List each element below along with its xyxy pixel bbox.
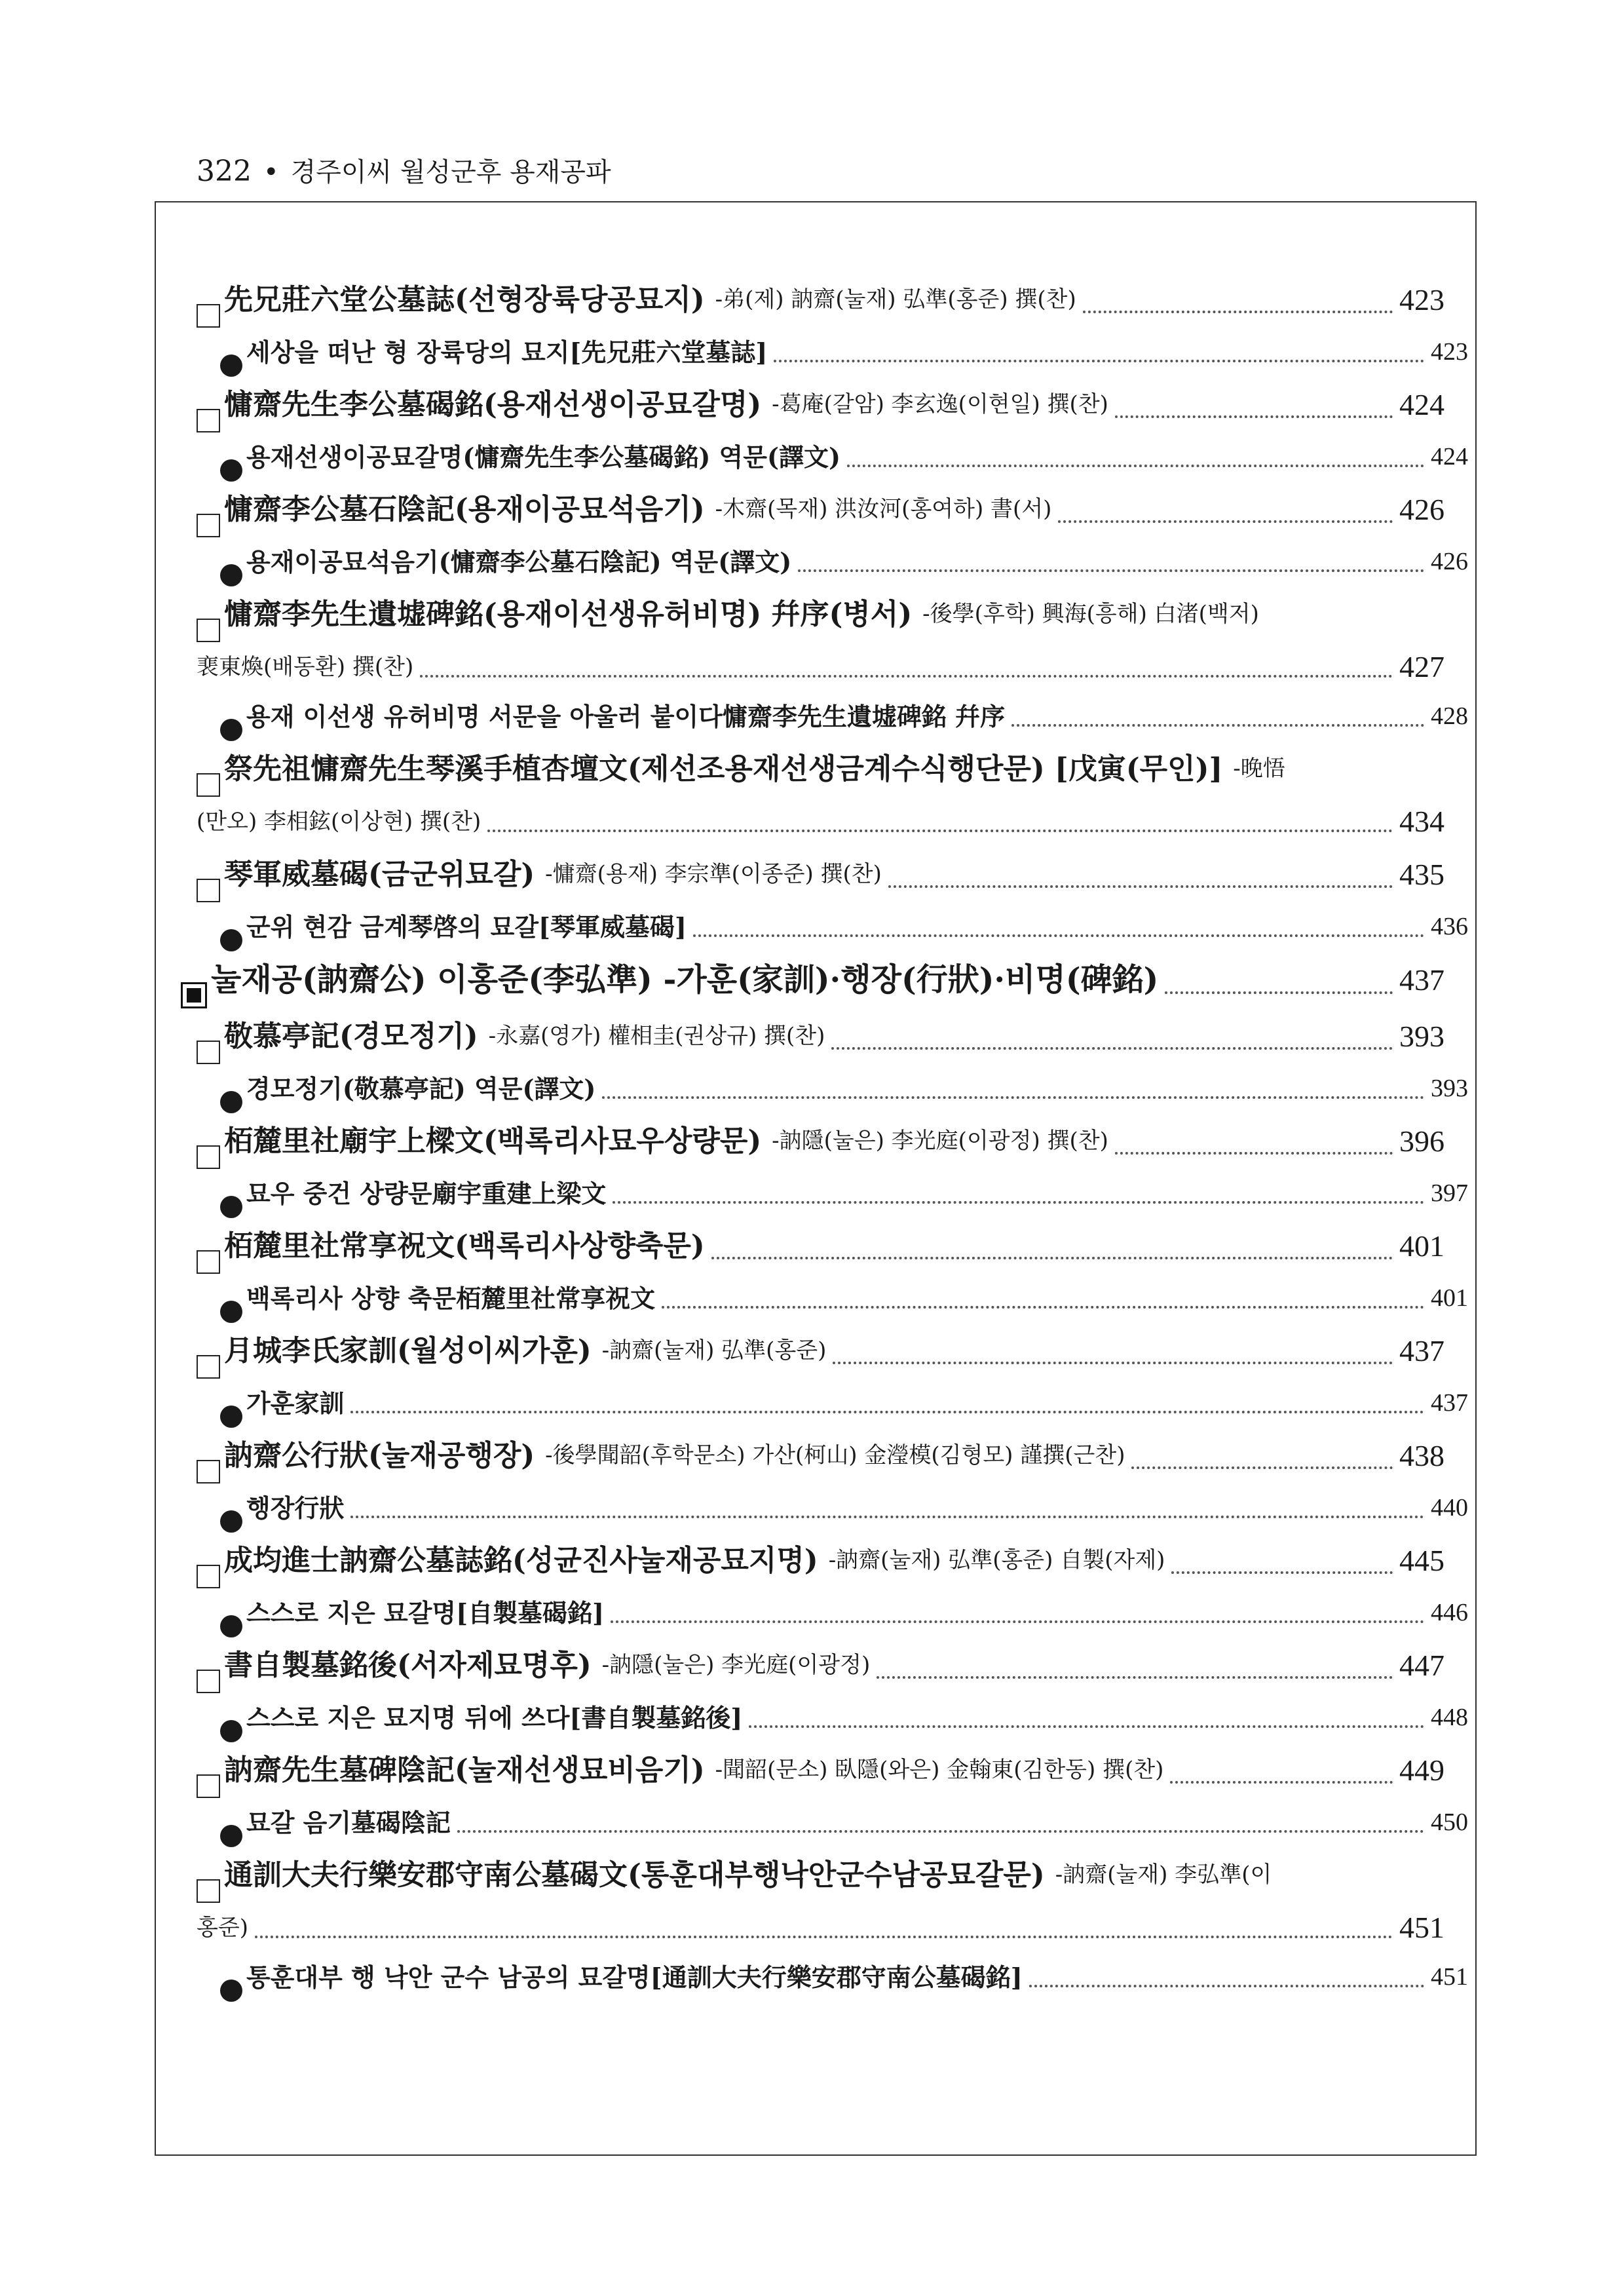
subentry-title: 용재이공묘석음기(慵齋李公墓石陰記) 역문(譯文) (246, 547, 792, 577)
entry-page: 424 (1399, 388, 1445, 421)
subentry-page: 423 (1431, 338, 1468, 366)
checkbox-icon (197, 879, 220, 902)
subentry-page: 440 (1431, 1494, 1468, 1521)
checkbox-icon (197, 773, 220, 797)
entry-author: -聞韶(문소) 臥隱(와은) 金翰東(김한동) 撰(찬) (715, 1757, 1164, 1783)
entry-title: 成均進士訥齋公墓誌銘(성균진사눌재공묘지명) (224, 1544, 818, 1577)
subentry-page: 448 (1431, 1704, 1468, 1731)
entry-title: 栢麓里社常享祝文(백록리사상향축문) (224, 1229, 705, 1263)
subentry-page: 437 (1431, 1389, 1468, 1417)
entry-title: 月城李氏家訓(월성이씨가훈) (224, 1334, 592, 1368)
toc-subentry[interactable] (197, 1483, 1468, 1533)
dot-leader (1115, 415, 1393, 418)
subentry-title: 스스로 지은 묘갈명[自製墓碣銘] (246, 1598, 605, 1628)
toc-entry[interactable] (197, 1428, 1445, 1483)
bullet-icon (220, 354, 242, 377)
page-header (197, 152, 611, 191)
bullet-icon (220, 1720, 242, 1742)
checkbox-icon (197, 409, 220, 432)
bullet-icon (220, 1825, 242, 1847)
subentry-page: 436 (1431, 913, 1468, 940)
checkbox-icon (197, 1879, 220, 1903)
checkbox-icon (197, 1774, 220, 1798)
entry-title: 訥齋公行狀(눌재공행장) (224, 1439, 535, 1472)
dot-leader (749, 1725, 1424, 1728)
subentry-page: 401 (1431, 1284, 1468, 1312)
entry-author: -弟(제) 訥齋(눌재) 弘準(홍준) 撰(찬) (715, 286, 1076, 313)
entry-title: 慵齋李先生遺墟碑銘(용재이선생유허비명) 幷序(병서) (224, 598, 913, 631)
dot-leader (1171, 1571, 1393, 1574)
toc-entry[interactable] (197, 1113, 1445, 1169)
dot-leader (888, 885, 1393, 888)
bullet-icon (220, 1091, 242, 1113)
dot-leader (798, 569, 1424, 572)
toc-entry[interactable] (197, 1218, 1445, 1274)
subentry-page: 424 (1431, 443, 1468, 470)
subentry-title: 경모정기(敬慕亭記) 역문(譯文) (246, 1074, 596, 1103)
dot-leader (613, 1201, 1424, 1204)
continuation-text: (만오) 李相鉉(이상현) 撰(찬) (197, 809, 482, 835)
page-number: 322 (197, 155, 252, 188)
toc-entry[interactable] (197, 377, 1445, 432)
subentry-page: 446 (1431, 1599, 1468, 1626)
entry-author: -訥齋(눌재) 弘準(홍준) (601, 1337, 827, 1364)
entry-page: 437 (1399, 1334, 1445, 1368)
entry-page: 434 (1399, 805, 1445, 838)
toc-subentry[interactable] (197, 1064, 1468, 1113)
toc-entry[interactable] (197, 1637, 1445, 1693)
section-page: 437 (1399, 963, 1445, 997)
entry-page: 423 (1399, 283, 1445, 316)
checkbox-icon (197, 1145, 220, 1169)
dot-leader (602, 1096, 1424, 1099)
contents-list (197, 272, 1468, 2002)
toc-entry-continuation[interactable] (197, 1903, 1445, 1953)
toc-subentry[interactable] (197, 1693, 1468, 1742)
continuation-text: 裵東煥(배동환) 撰(찬) (197, 654, 414, 680)
subentry-title: 세상을 떠난 형 장륙당의 묘지[先兄莊六堂墓誌] (246, 337, 768, 367)
checkbox-icon (197, 1565, 220, 1588)
toc-entry[interactable] (197, 847, 1445, 902)
entry-author: -訥隱(눌은) 李光庭(이광정) (601, 1652, 871, 1678)
entry-title: 通訓大夫行樂安郡守南公墓碣文(통훈대부행낙안군수남공묘갈문) (224, 1858, 1045, 1892)
entry-title: 琴軍威墓碣(금군위묘갈) (224, 858, 535, 891)
toc-subentry[interactable] (197, 537, 1468, 586)
entry-author: -葛庵(갈암) 李玄逸(이현일) 撰(찬) (772, 391, 1108, 417)
toc-entry[interactable] (197, 741, 1445, 797)
subentry-title: 군위 현감 금계琴啓의 묘갈[琴軍威墓碣] (246, 912, 687, 942)
entry-author: -晚悟 (1233, 756, 1285, 782)
toc-subentry[interactable] (197, 432, 1468, 482)
entry-title: 栢麓里社廟宇上樑文(백록리사묘우상량문) (224, 1124, 762, 1158)
bullet-icon (220, 1980, 242, 2002)
dot-leader (1170, 1781, 1393, 1784)
entry-title: 先兄莊六堂公墓誌(선형장륙당공묘지) (224, 283, 705, 316)
subentry-title: 용재 이선생 유허비명 서문을 아울러 붙이다慵齋李先生遺墟碑銘 幷序 (246, 702, 1006, 731)
checkbox-icon (197, 1355, 220, 1379)
bullet-icon (220, 1196, 242, 1218)
toc-subentry[interactable] (197, 692, 1468, 741)
dot-leader (487, 830, 1393, 832)
subentry-page: 426 (1431, 548, 1468, 575)
checkbox-icon (197, 1041, 220, 1064)
subentry-title: 묘우 중건 상량문廟宇重建上梁文 (246, 1179, 607, 1208)
dot-leader (457, 1830, 1424, 1833)
dot-leader (693, 934, 1424, 937)
toc-entry[interactable] (197, 1847, 1445, 1903)
checkbox-icon (197, 1670, 220, 1693)
bullet-icon (220, 459, 242, 482)
section-title: 눌재공(訥齋公) 이홍준(李弘準) -가훈(家訓)·행장(行狀)·비명(碑銘) (211, 961, 1159, 998)
subentry-page: 397 (1431, 1179, 1468, 1207)
bullet-icon (220, 1615, 242, 1637)
entry-author: -慵齋(용재) 李宗準(이종준) 撰(찬) (545, 861, 882, 887)
toc-entry[interactable] (197, 1008, 1445, 1064)
entry-title: 祭先祖慵齋先生琴溪手植杏壇文(제선조용재선생금계수식행단문) [戊寅(무인)] (224, 752, 1223, 786)
toc-subentry[interactable] (197, 1379, 1468, 1428)
entry-author: -訥齋(눌재) 弘準(홍준) 自製(자제) (828, 1547, 1165, 1573)
bullet-icon (220, 1301, 242, 1323)
bullet-icon (220, 564, 242, 586)
entry-author: -訥齋(눌재) 李弘準(이 (1055, 1862, 1272, 1888)
dot-leader (1083, 311, 1393, 313)
dot-leader (711, 1257, 1393, 1259)
filled-square-icon (181, 982, 207, 1008)
dot-leader (1115, 1152, 1393, 1155)
entry-author: -後學(후학) 興海(흥해) 白渚(백저) (922, 601, 1259, 627)
toc-entry[interactable] (197, 1533, 1445, 1588)
subentry-title: 통훈대부 행 낙안 군수 남공의 묘갈명[通訓大夫行樂安郡守南公墓碣銘] (246, 1962, 1023, 1992)
entry-page: 393 (1399, 1020, 1445, 1053)
toc-subentry[interactable] (197, 1798, 1468, 1847)
toc-entry[interactable] (197, 272, 1445, 328)
toc-subentry[interactable] (197, 1169, 1468, 1218)
subentry-page: 450 (1431, 1808, 1468, 1836)
bullet-icon (220, 929, 242, 951)
toc-subentry[interactable] (197, 902, 1468, 951)
entry-page: 426 (1399, 493, 1445, 526)
entry-author: -木齋(목재) 洪汝河(홍여하) 書(서) (715, 496, 1052, 522)
dot-leader (1131, 1466, 1393, 1469)
checkbox-icon (197, 1250, 220, 1274)
bullet-icon (220, 719, 242, 741)
dot-leader (774, 360, 1424, 362)
dot-leader (611, 1620, 1424, 1623)
toc-section-heading[interactable] (181, 951, 1445, 1008)
bullet-icon (220, 1510, 242, 1533)
toc-entry-continuation[interactable] (197, 797, 1445, 847)
entry-author: -永嘉(영가) 權相圭(권상규) 撰(찬) (488, 1023, 825, 1049)
dot-leader (877, 1676, 1393, 1679)
dot-leader (350, 1411, 1424, 1413)
dot-leader (1029, 1985, 1424, 1987)
toc-entry[interactable] (197, 482, 1445, 537)
checkbox-icon (197, 1460, 220, 1483)
entry-title: 慵齋先生李公墓碣銘(용재선생이공묘갈명) (224, 388, 762, 421)
entry-page: 427 (1399, 650, 1445, 683)
checkbox-icon (197, 619, 220, 642)
subentry-title: 스스로 지은 묘지명 뒤에 쓰다[書自製墓銘後] (246, 1703, 743, 1732)
dot-leader (1011, 724, 1424, 727)
toc-subentry[interactable] (197, 1274, 1468, 1323)
entry-author: -後學聞韶(후학문소) 가산(柯山) 金瀅模(김형모) 謹撰(근찬) (545, 1442, 1125, 1468)
toc-subentry[interactable] (197, 328, 1468, 377)
toc-entry[interactable] (197, 1323, 1445, 1379)
subentry-title: 백록리사 상향 축문栢麓里社常享祝文 (246, 1284, 656, 1313)
entry-page: 438 (1399, 1439, 1445, 1472)
entry-page: 451 (1399, 1911, 1445, 1944)
entry-title: 慵齋李公墓石陰記(용재이공묘석음기) (224, 493, 705, 526)
dot-leader (350, 1516, 1424, 1518)
toc-entry[interactable] (197, 1742, 1445, 1798)
subentry-title: 용재선생이공묘갈명(慵齋先生李公墓碣銘) 역문(譯文) (246, 442, 840, 472)
subentry-page: 451 (1431, 1963, 1468, 1991)
dot-leader (833, 1362, 1393, 1364)
header-separator: • (263, 157, 279, 187)
running-title: 경주이씨 월성군후 용재공파 (290, 157, 611, 187)
toc-subentry[interactable] (197, 1953, 1468, 2002)
dot-leader (255, 1936, 1393, 1938)
subentry-page: 393 (1431, 1075, 1468, 1102)
dot-leader (831, 1047, 1393, 1050)
entry-page: 445 (1399, 1544, 1445, 1577)
dot-leader (1165, 991, 1393, 994)
entry-page: 447 (1399, 1649, 1445, 1682)
entry-author: -訥隱(눌은) 李光庭(이광정) 撰(찬) (772, 1128, 1108, 1154)
toc-subentry[interactable] (197, 1588, 1468, 1637)
toc-entry-continuation[interactable] (197, 642, 1445, 692)
entry-page: 396 (1399, 1124, 1445, 1158)
subentry-title: 행장行狀 (246, 1493, 345, 1523)
subentry-title: 가훈家訓 (246, 1388, 345, 1418)
entry-title: 敬慕亭記(경모정기) (224, 1020, 478, 1053)
toc-entry[interactable] (197, 586, 1445, 642)
subentry-page: 428 (1431, 702, 1468, 730)
subentry-title: 묘갈 음기墓碣陰記 (246, 1808, 451, 1837)
entry-page: 449 (1399, 1753, 1445, 1787)
checkbox-icon (197, 304, 220, 328)
dot-leader (420, 675, 1393, 678)
entry-title: 書自製墓銘後(서자제묘명후) (224, 1649, 592, 1682)
entry-page: 435 (1399, 858, 1445, 891)
dot-leader (662, 1306, 1424, 1309)
dot-leader (847, 465, 1424, 467)
entry-title: 訥齋先生墓碑陰記(눌재선생묘비음기) (224, 1753, 705, 1787)
entry-page: 401 (1399, 1229, 1445, 1263)
bullet-icon (220, 1406, 242, 1428)
continuation-text: 홍준) (197, 1915, 248, 1941)
checkbox-icon (197, 514, 220, 537)
dot-leader (1058, 520, 1393, 523)
